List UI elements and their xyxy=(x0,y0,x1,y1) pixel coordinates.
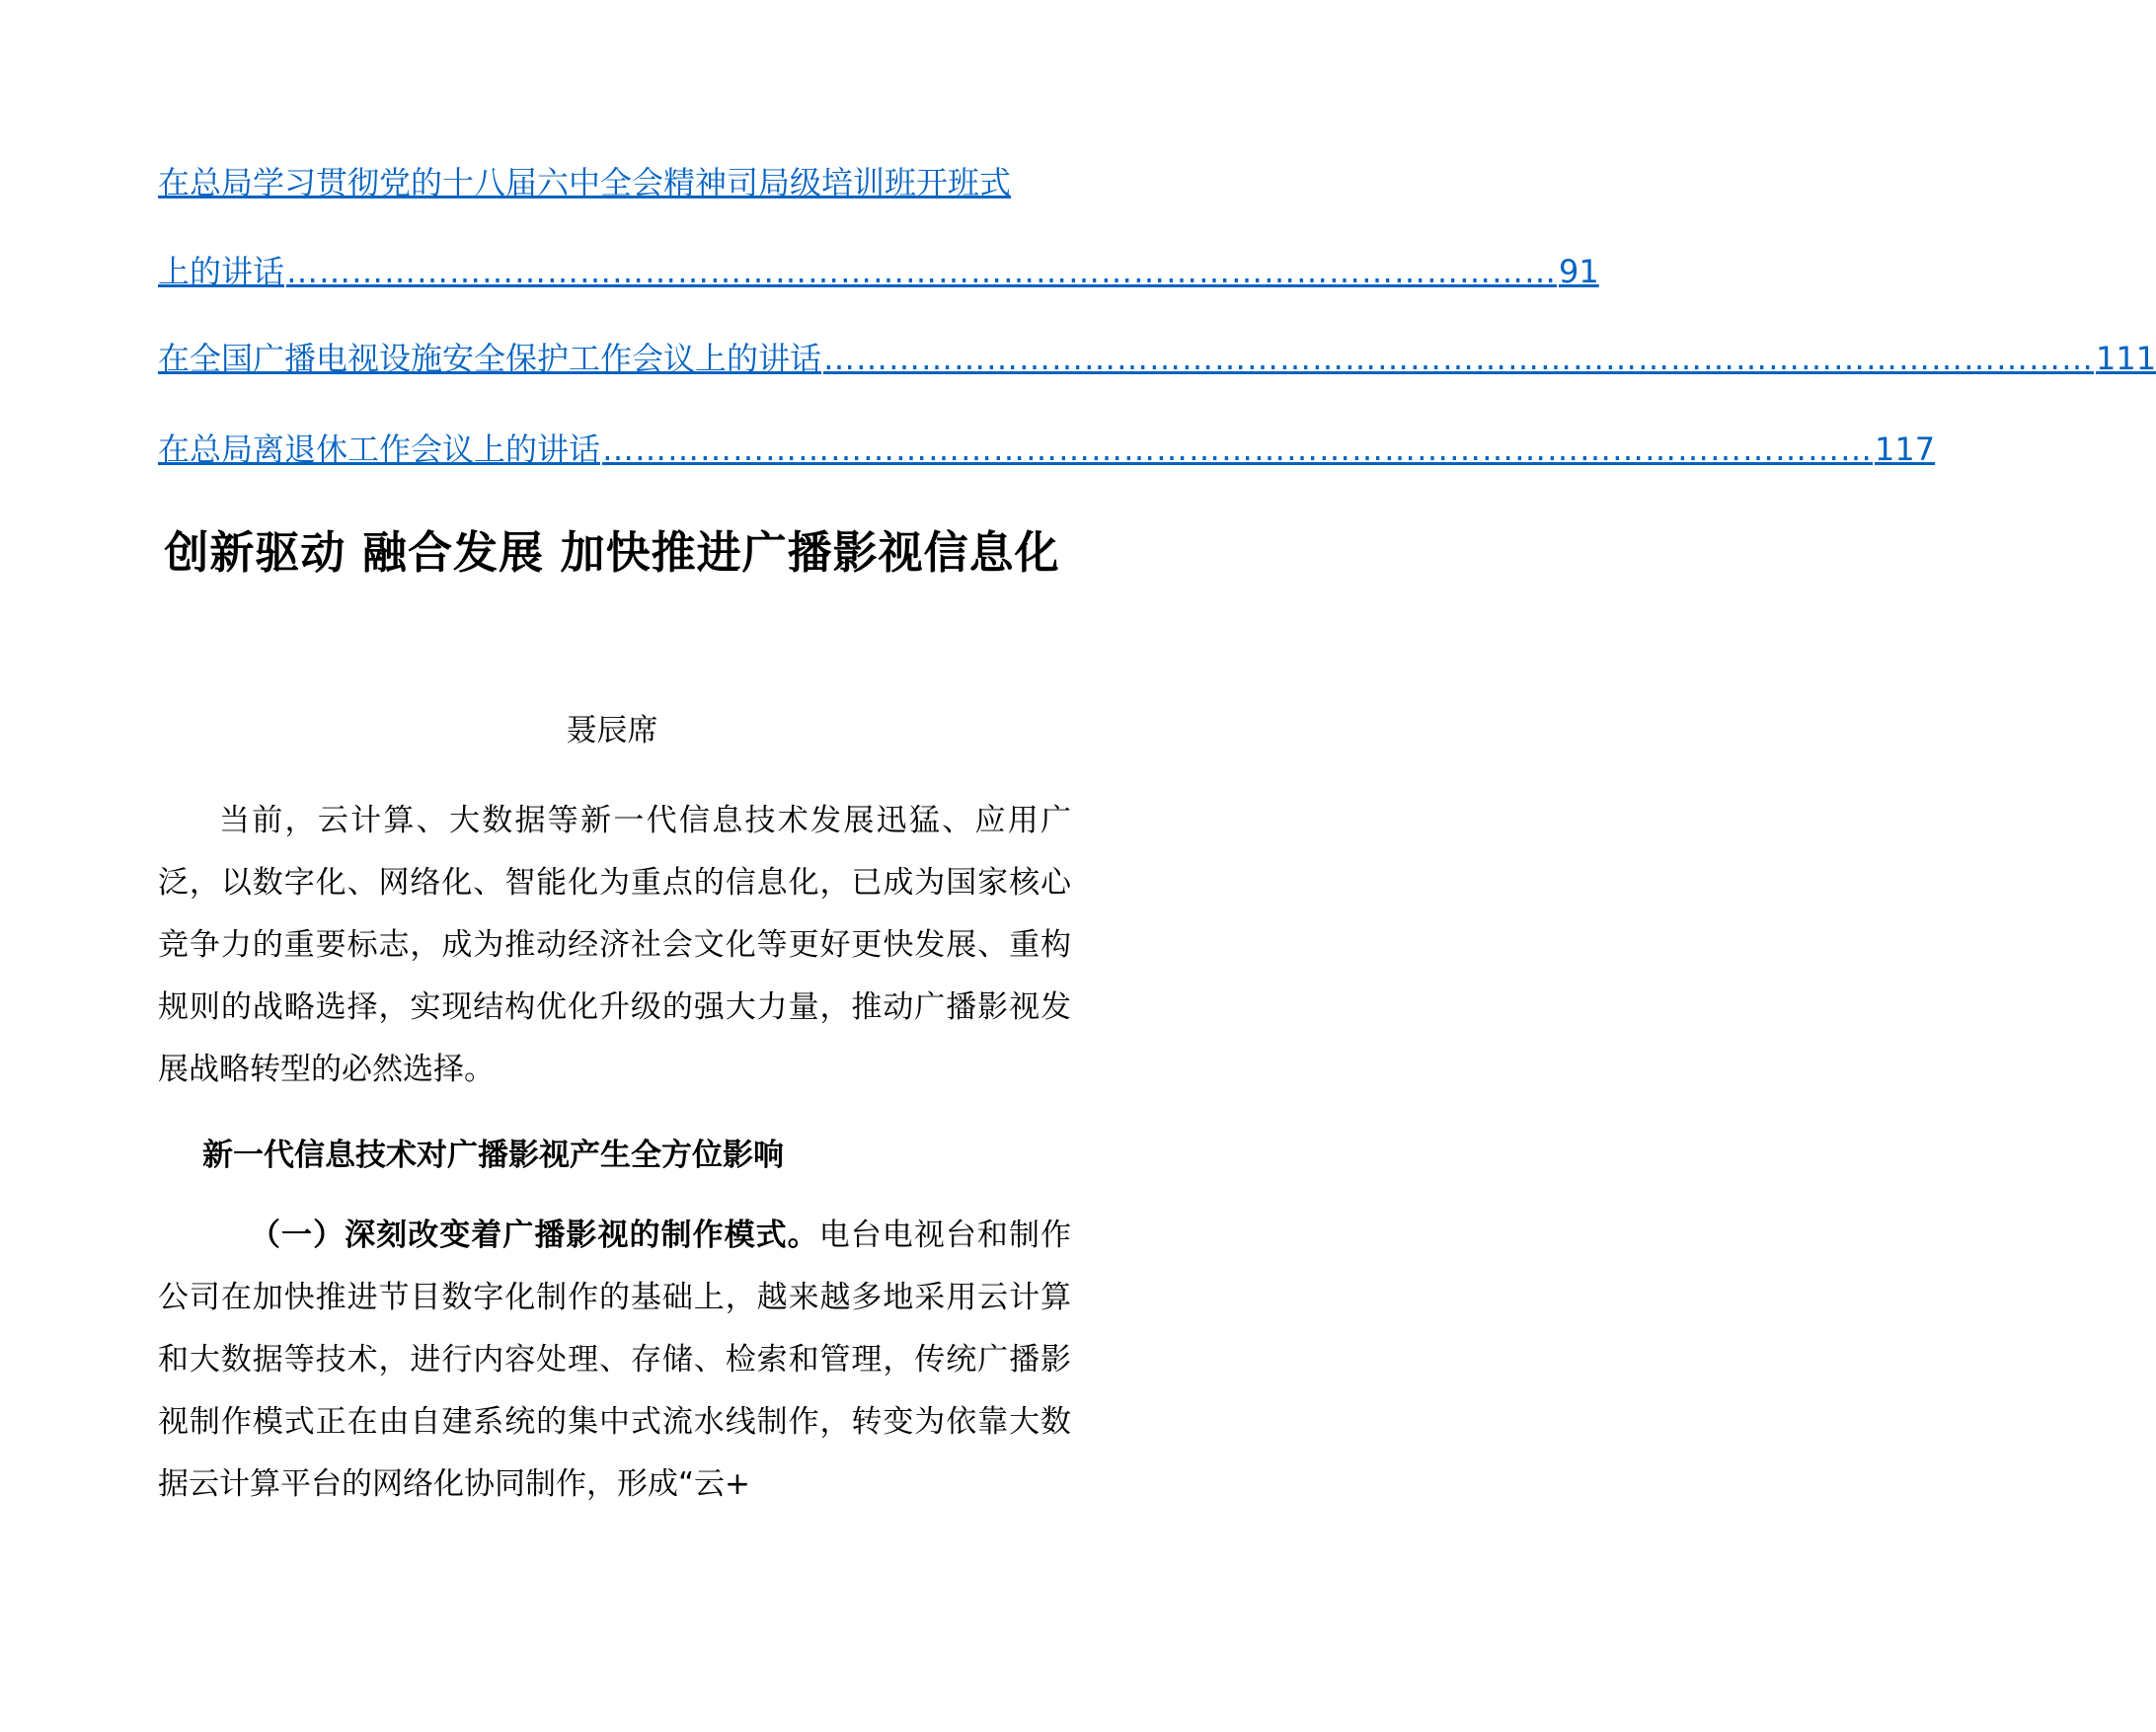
toc-page-number: 117 xyxy=(1875,431,1936,468)
toc-page-number: 111 xyxy=(2096,340,2156,377)
body-paragraph: 当前，云计算、大数据等新一代信息技术发展迅猛、应用广泛，以数字化、网络化、智能化为重点的信息化，已成为国家核心竞争力的重要标志，成为推动经济社会文化等更好更快发展、重构规则的战略选择，实现结构优化升级的强大力量，推动广播影视发展战略转型的必然选择。 xyxy=(158,803,1071,1087)
toc-entry-title: 在总局离退休工作会议上的讲话 xyxy=(158,431,601,468)
subsection-lead: （一）深刻改变着广播影视的制作模式。 xyxy=(250,1218,819,1253)
toc-entry-title: 在全国广播电视设施安全保护工作会议上的讲话 xyxy=(158,340,822,377)
paragraph-text: 电台电视台和制作公司在加快推进节目数字化制作的基础上，越来越多地采用云计算和大数据等技术，进行内容处理、存储、检索和管理，传统广播影视制作模式正在由自建系统的集中式流水线制作，转变为依靠大数据云计算平台的网络化协同制作，形成“云+ xyxy=(158,1218,1071,1502)
toc-dot-leader: ……………………………………………………………………………………………………… xyxy=(286,253,1558,290)
author-name: 聂辰席 xyxy=(566,713,658,748)
table-of-contents xyxy=(158,163,2156,469)
toc-dot-leader: ……………………………………………………………………………………………………… xyxy=(602,431,1874,468)
toc-dot-leader: ……………………………………………………………………………………………………… xyxy=(823,340,2095,377)
toc-entry[interactable] xyxy=(158,339,2156,378)
toc-entry[interactable] xyxy=(158,430,1936,469)
toc-entry-title: 在总局学习贯彻党的十八届六中全会精神司局级培训班开班式 xyxy=(158,164,1012,201)
body-paragraph xyxy=(158,1205,1071,1516)
toc-entry[interactable] xyxy=(158,163,1599,291)
article-title: 创新驱动 融合发展 加快推进广播影视信息化 xyxy=(164,526,1060,579)
toc-entry-title-continued: 上的讲话 xyxy=(158,253,285,290)
section-heading: 新一代信息技术对广播影视产生全方位影响 xyxy=(202,1138,784,1173)
toc-page-number: 91 xyxy=(1559,253,1599,290)
